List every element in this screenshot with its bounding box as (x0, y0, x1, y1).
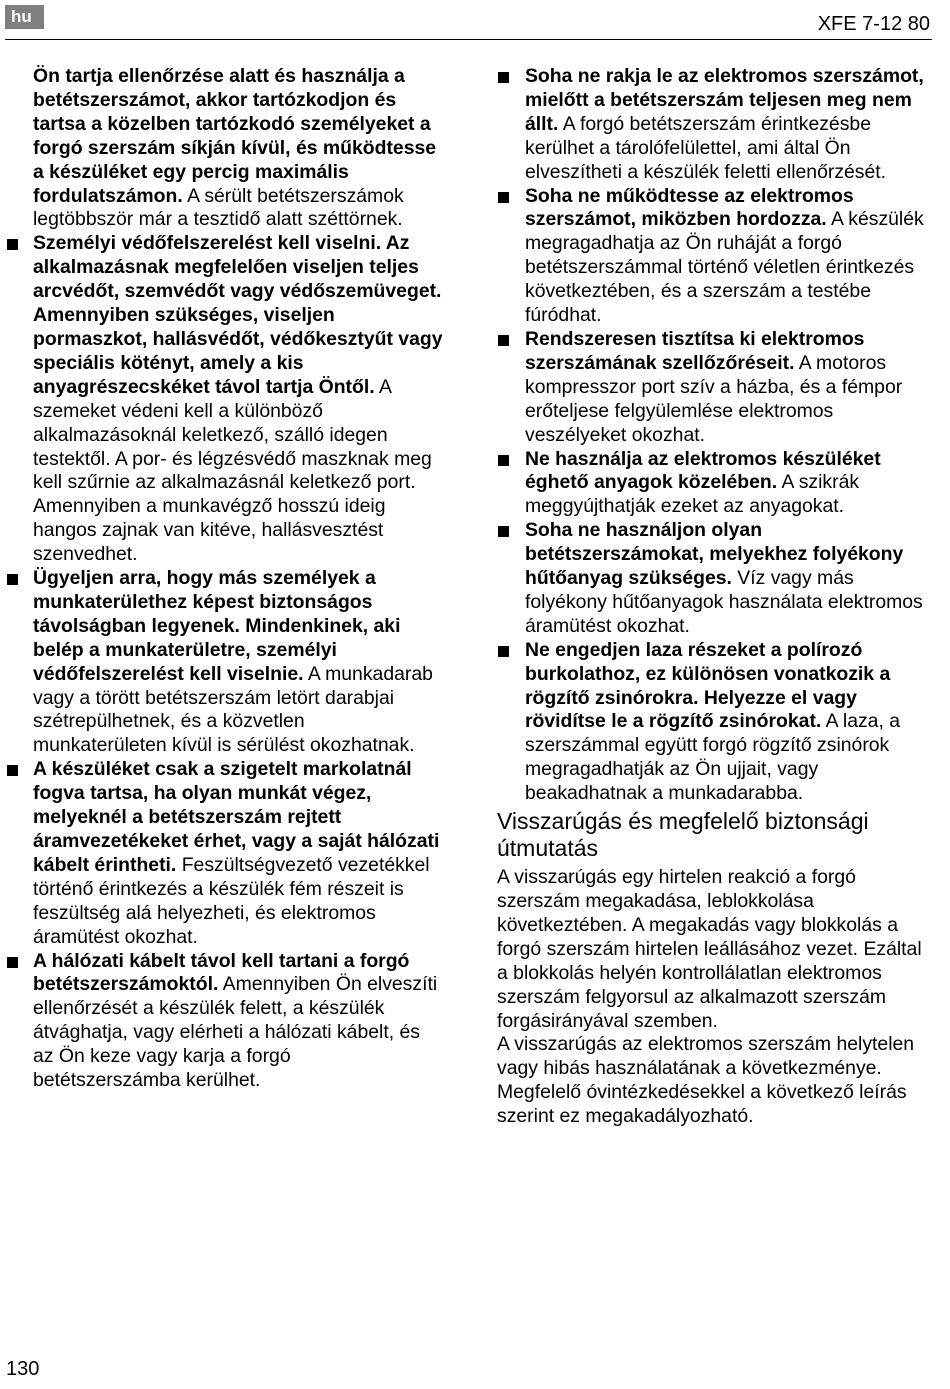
item-bold: Ne engedjen laza részeket a polírozó burkolathoz, ez különösen vonatkozik a rögzítő zsinórokra. Helyezze el vagy rövidítse le a rögzítő zsinórokat. (525, 638, 891, 733)
item-text: A motoros kompresszor port szív a házba, és a fémpor erőteljese felgyülemlése elektromos veszélyeket okozhat. (525, 351, 903, 446)
left-column (33, 65, 443, 1093)
item-bold: Soha ne használjon olyan betétszerszámokat, melyekhez folyékony hűtőanyag szükséges. (525, 519, 904, 590)
list-item (525, 328, 935, 448)
item-bold: Soha ne működtesse az elektromos szerszámot, miközben hordozza. (525, 184, 854, 231)
language-badge: hu (5, 5, 44, 29)
item-bold: Soha ne rakja le az elektromos szerszámot, mielőtt a betétszerszám teljesen meg nem állt. (525, 65, 924, 135)
page-number: 130 (6, 1358, 40, 1380)
section-heading: Visszarúgás és megfelelő biztonsági útmutatás (497, 808, 869, 862)
item-bold: Személyi védőfelszerelést kell viselni. Az alkalmazásnak megfelelően viseljen teljes arcvédőt, szemvédőt vagy védőszemüveget. Amennyiben szükséges, viseljen pormaszkot, hallásvédőt, védőkesztyűt vagy speciális kötényt, amely a kis anyagrészecskéket távol tartja Öntől. (33, 232, 443, 398)
item-bold: A hálózati kábelt távol kell tartani a forgó betétszerszámoktól. (33, 949, 410, 996)
body-paragraph: A visszarúgás az elektromos szerszám helytelen vagy hibás használatának a következménye. Megfelelő óvintézkedésekkel a következő leírás szerint ez megakadályozható. (497, 1033, 915, 1128)
item-bold: Ne használja az elektromos készüléket éghető anyagok közelében. (525, 447, 881, 494)
intro-text: A sérült betétszerszámok legtöbbször már a tesztidő alatt széttörnek. (33, 184, 404, 231)
model-number: XFE 7-12 80 (817, 13, 930, 35)
list-item (525, 185, 935, 328)
right-column (497, 65, 935, 1129)
item-text: A laza, a szerszámmal együtt forgó rögzítő zsinórok megragadhatják az Ön ujjait, vagy beakadhatnak a munkadarabba. (525, 710, 901, 805)
item-text: A szemeket védeni kell a különböző alkalmazásoknál keletkező, szálló idegen testektől. A por- és légzésvédő maszknak meg kell szűrnie az alkalmazásnál keletkező port. Amennyiben a munkavégző hosszú ideig hangos zajnak van kitéve, hallásvesztést szenvedhet. (33, 375, 432, 566)
list-item (525, 639, 935, 806)
item-bold: Rendszeresen tisztítsa ki elektromos szerszámának szellőzőréseit. (525, 327, 865, 374)
list-item (33, 567, 443, 758)
item-bold: A készüléket csak a szigetelt markolatnál fogva tartsa, ha olyan munkát végez, melyeknél a betétszerszám rejtett áramvezetékeket érhet, vagy a saját hálózati kábelt érintheti. (33, 758, 440, 876)
item-text: Víz vagy más folyékony hűtőanyagok használata elektromos áramütést okozhat. (525, 567, 923, 637)
item-text: Feszültségvezető vezetékkel történő érintkezés a készülék fém részeit is feszültség alá helyezheti, és elektromos áramütést okozhat. (33, 853, 430, 948)
list-item (33, 950, 443, 1093)
item-text: Amennyiben Ön elveszíti ellenőrzését a készülék felett, a készülék átvághatja, vagy elérheti a hálózati kábelt, és az Ön keze vagy karja a forgó betétszerszámba kerülhet. (33, 973, 438, 1092)
intro-paragraph (33, 65, 443, 232)
header-divider (5, 39, 932, 40)
body-paragraph: A visszarúgás egy hirtelen reakció a forgó szerszám megakadása, leblokkolása következtében. A megakadás vagy blokkolás a forgó szerszám hirtelen leállásához vezet. Ezáltal a blokkolás helyén kontrollálatlan elektromos szerszám felgyorsul az alkalmazott szerszám forgásirányával szemben. (497, 866, 922, 1032)
list-item (525, 448, 935, 520)
item-text: A munkadarab vagy a törött betétszerszám letört darabjai szétrepülhetnek, és a közvetlen munkaterületen kívül is sérülést okozhatnak. (33, 662, 433, 757)
item-bold: Ügyeljen arra, hogy más személyek a munkaterülethez képest biztonságos távolságban legyenek. Mindenkinek, aki belép a munkaterületre, személyi védőfelszerelést kell viselnie. (33, 567, 401, 685)
intro-bold: Ön tartja ellenőrzése alatt és használja a betétszerszámot, akkor tartózkodjon és tartsa a közelben tartózkodó személyeket a forgó szerszám síkján kívül, és működtesse a készüléket egy percig maximális fordulatszámon. (33, 65, 437, 207)
item-text: A készülék megragadhatja az Ön ruháját a forgó betétszerszámmal történő véletlen érintkezés következtében, és a szerszám a testébe fúródhat. (525, 208, 924, 327)
item-text: A forgó betétszerszám érintkezésbe kerülhet a tárolófelülettel, ami által Ön elveszítheti a készülék feletti ellenőrzését. (525, 112, 887, 183)
list-item (33, 758, 443, 949)
item-text: A szikrák meggyújthatják ezeket az anyagokat. (525, 471, 860, 518)
list-item (525, 519, 935, 639)
list-item (525, 65, 935, 185)
list-item (33, 232, 443, 567)
